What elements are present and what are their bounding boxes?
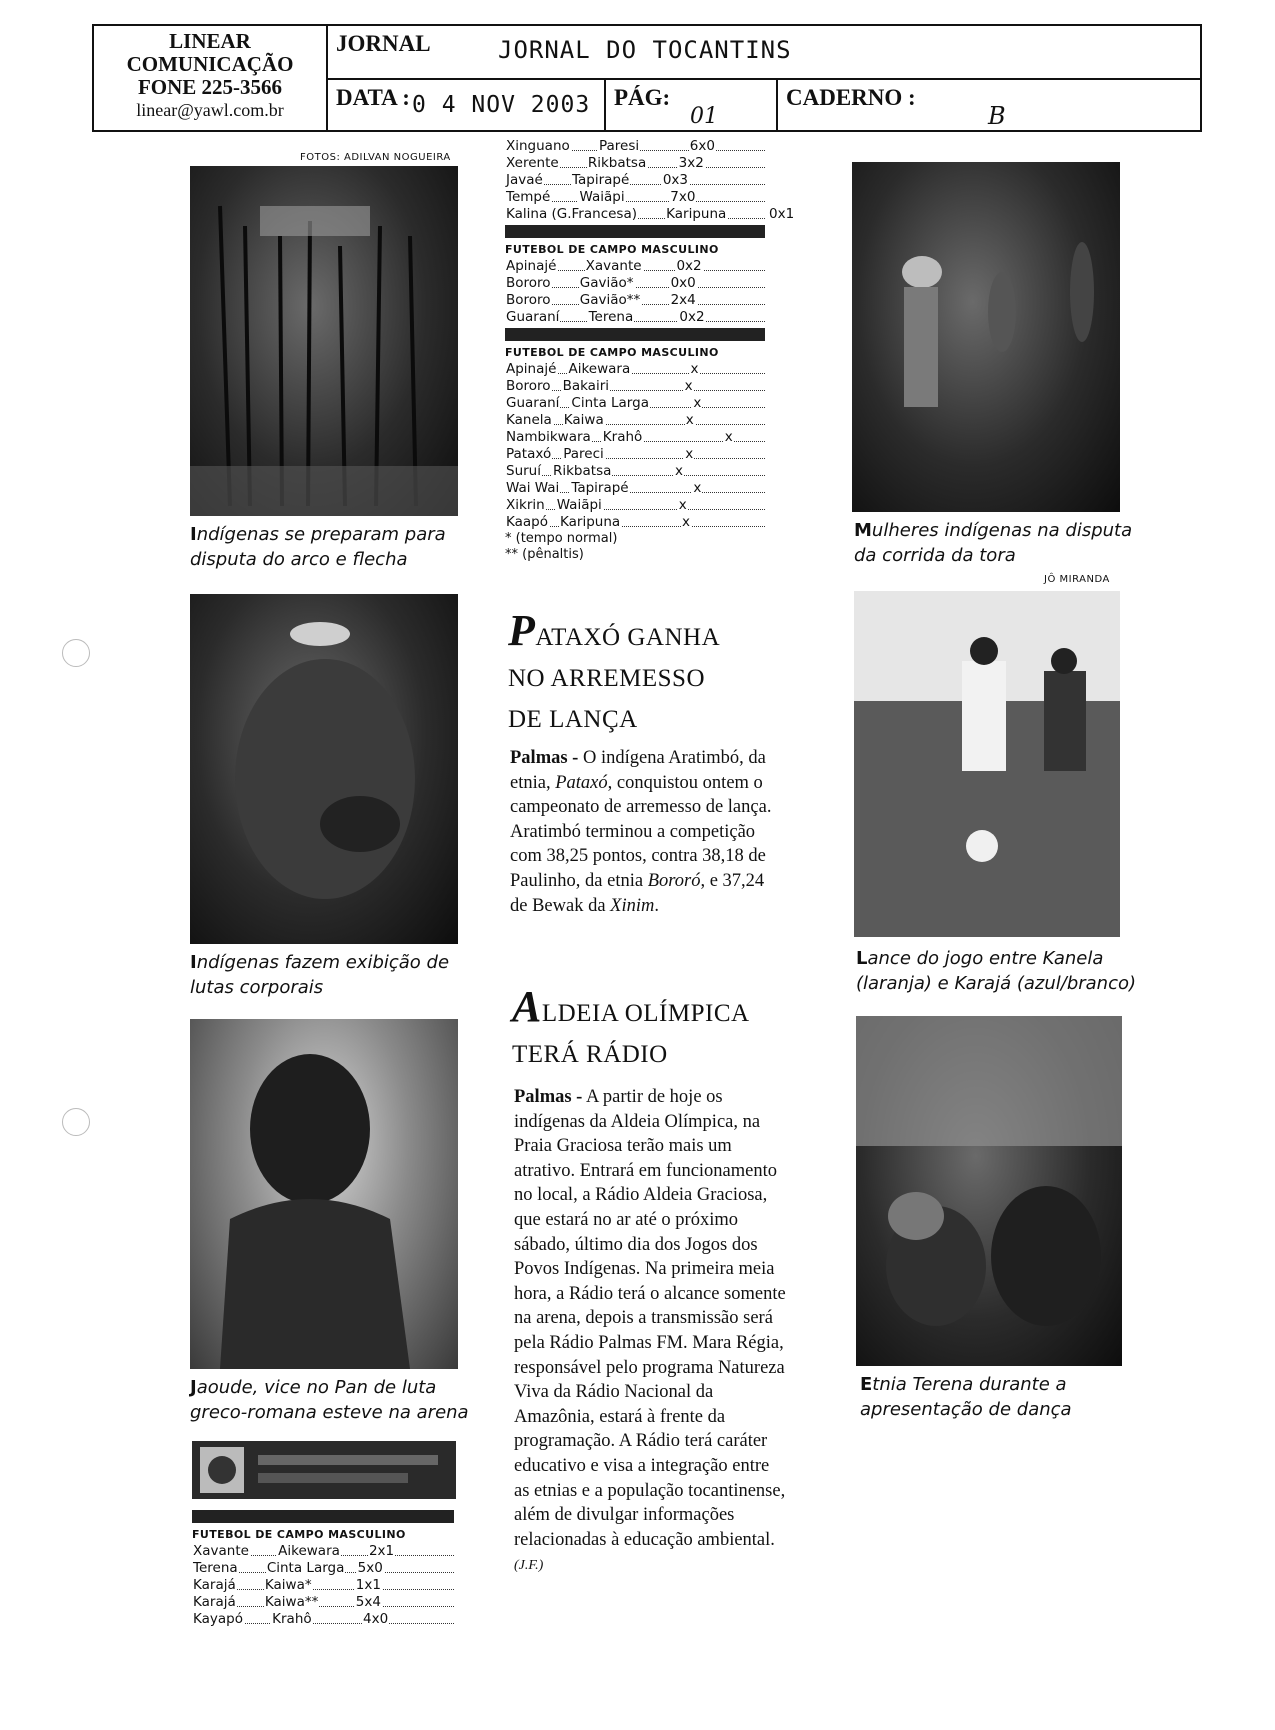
score: x <box>682 514 690 530</box>
games-logo-icon <box>192 1441 456 1499</box>
team-b: Cinta Larga <box>266 1560 345 1576</box>
agency-email: linear@yawl.com.br <box>136 100 284 120</box>
score: 0x0 <box>670 275 696 291</box>
team-b: Tapirapé <box>571 480 629 496</box>
score: 0x1 <box>769 206 795 222</box>
team-a: Bororo <box>506 292 551 308</box>
team-b: Gavião* <box>579 275 634 291</box>
section-bar <box>505 328 765 341</box>
score: 1x1 <box>355 1577 381 1593</box>
dateline: Palmas - <box>514 1087 583 1107</box>
caption-wrestling: Indígenas fazem exibição de lutas corporais <box>190 952 450 998</box>
team-b: Kaiwa** <box>264 1594 319 1610</box>
jornal-label: JORNAL <box>336 31 431 56</box>
headline-dropcap: A <box>512 982 542 1031</box>
table-row <box>505 258 765 275</box>
team-b: Aikewara <box>278 1543 340 1559</box>
article2-body <box>514 1085 786 1579</box>
caption-jaoude: Jaoude, vice no Pan de luta greco-romana esteve na arena <box>190 1377 469 1423</box>
team-a: Xavante <box>193 1543 249 1559</box>
dateline: Palmas - <box>510 748 579 768</box>
team-b: Paresi <box>598 138 640 154</box>
team-a: Pataxó <box>506 446 552 462</box>
photo-jaoude <box>190 1019 458 1369</box>
body-part: , e 37,24 de Bewak da <box>510 870 765 916</box>
data-value-stamp: 0 4 NOV 2003 <box>412 92 591 118</box>
caption-terena-dance: Etnia Terena durante a apresentação de dança <box>860 1374 1072 1420</box>
team-a: Apinajé <box>506 361 557 377</box>
team-b: Kaiwa <box>563 412 604 428</box>
games-logo-banner <box>192 1441 456 1499</box>
agency-name-line2: COMUNICAÇÃO <box>126 52 294 76</box>
photo-terena-dance <box>856 1016 1122 1366</box>
caderno-cell <box>778 80 1200 130</box>
team-a: Kaapó <box>506 514 548 530</box>
headline-line1: ATAXÓ GANHA <box>535 624 721 651</box>
photo-credit-left: FOTOS: ADILVAN NOGUEIRA <box>300 152 451 163</box>
photo-wrestling <box>190 594 458 944</box>
team-a: Karajá <box>193 1577 236 1593</box>
score: x <box>724 429 733 445</box>
table-row <box>505 309 765 326</box>
team-a: Suruí <box>506 463 541 479</box>
table-row <box>192 1611 454 1628</box>
team-a: Tempé <box>506 189 551 205</box>
score: 3x2 <box>678 155 704 171</box>
photo-log-race <box>852 162 1120 512</box>
score: 2x4 <box>670 292 696 308</box>
table-row <box>505 395 765 412</box>
team-a: Guaraní <box>506 395 560 411</box>
table-row <box>505 480 765 497</box>
table-row <box>192 1560 454 1577</box>
team-b: Karipuna <box>666 206 727 222</box>
team-a: Terena <box>193 1560 238 1576</box>
ethnia-name: Xinim <box>610 895 655 916</box>
punch-hole-bottom <box>62 1108 90 1136</box>
table-row <box>505 412 765 429</box>
photo-terena-dance-figures <box>856 1016 1122 1366</box>
caption-archery: Indígenas se preparam para disputa do arco e flecha <box>190 524 446 570</box>
team-a: Xinguano <box>506 138 570 154</box>
section-bar <box>192 1510 454 1523</box>
score: x <box>674 463 683 479</box>
article1-headline <box>508 606 778 740</box>
table-row <box>505 206 795 223</box>
results-table-top <box>505 138 795 563</box>
team-b: Tapirapé <box>572 172 630 188</box>
agency-block <box>94 26 328 130</box>
team-a: Javaé <box>506 172 543 188</box>
score: x <box>690 361 699 377</box>
score: x <box>685 412 694 428</box>
table-row <box>192 1577 454 1594</box>
table-row <box>505 292 765 309</box>
score: 0x2 <box>679 309 705 325</box>
ethnia-name: Pataxó <box>555 772 608 793</box>
team-a: Guaraní <box>506 309 560 325</box>
results-table-bottom <box>192 1508 454 1628</box>
results-mid-title: FUTEBOL DE CAMPO MASCULINO <box>505 243 719 256</box>
pag-cell <box>606 80 778 130</box>
data-cell <box>328 80 606 130</box>
table-row <box>505 275 765 292</box>
team-b: Aikewara <box>568 361 631 377</box>
team-b: Kaiwa* <box>264 1577 312 1593</box>
table-row <box>505 446 765 463</box>
team-b: Krahô <box>272 1611 312 1627</box>
jornal-name-stamp: JORNAL DO TOCANTINS <box>498 36 792 64</box>
author-signature: (J.F.) <box>514 1558 544 1574</box>
results-bottom-title: FUTEBOL DE CAMPO MASCULINO <box>192 1528 406 1541</box>
photo-wrestling-figure <box>190 594 458 944</box>
results-next-title: FUTEBOL DE CAMPO MASCULINO <box>505 346 719 359</box>
table-row <box>505 155 765 172</box>
table-row <box>505 172 765 189</box>
table-row <box>192 1594 454 1611</box>
agency-name-line1: LINEAR <box>169 29 251 53</box>
headline-line2: TERÁ RÁDIO <box>512 1041 668 1068</box>
table-row <box>505 463 765 480</box>
footnote-penalties: ** (pênaltis) <box>505 547 584 562</box>
article2-headline <box>512 982 792 1075</box>
pag-label: PÁG: <box>614 85 671 110</box>
team-a: Nambikwara <box>506 429 591 445</box>
table-row <box>505 189 765 206</box>
score: x <box>684 378 693 394</box>
score: x <box>685 446 694 462</box>
score: 0x3 <box>662 172 688 188</box>
headline-dropcap: P <box>508 606 536 655</box>
team-b: Bakairi <box>562 378 610 394</box>
team-a: Karajá <box>193 1594 236 1610</box>
punch-hole-top <box>62 639 90 667</box>
team-b: Krahô <box>602 429 643 445</box>
body-part: A partir de hoje os indígenas da Aldeia Olímpica, na Praia Graciosa terão mais um atrativo. Entrará em funcionamento no local, a Rádio Aldeia Graciosa, que estará no ar até o próximo sábado, último dia dos Jogos dos Povos Indígenas. Na primeira meia hora, a Rádio terá o alcance somente na arena, depois a transmissão será pela Rádio Palmas FM. Mara Régia, responsável pelo programa Natureza Viva da Rádio Nacional da Amazônia, estará à frente da programação. A Rádio terá caráter educativo e visa a integração entre as etnias e a população tocantinense, além de divulgar informações relacionadas à educação ambiental. <box>514 1087 786 1550</box>
score: x <box>678 497 687 513</box>
team-b: Rikbatsa <box>587 155 647 171</box>
ethnia-name: Bororó <box>647 870 701 891</box>
team-a: Bororo <box>506 275 551 291</box>
body-part: , conquistou ontem o campeonato de arremesso de lança. Aratimbó terminou a competição com 38,25 pontos, contra 38,18 de Paulinho, da etnia <box>510 772 772 891</box>
table-row <box>505 514 765 531</box>
team-a: Xikrin <box>506 497 545 513</box>
score: 4x0 <box>362 1611 389 1627</box>
body-part: . <box>654 895 659 916</box>
caderno-label: CADERNO : <box>786 85 916 110</box>
agency-phone: FONE 225-3566 <box>137 75 283 99</box>
score: x <box>693 395 702 411</box>
team-a: Bororo <box>506 378 551 394</box>
score: 0x2 <box>676 258 702 274</box>
score: x <box>693 480 702 496</box>
photo-football <box>854 591 1120 937</box>
photo-jaoude-figure <box>190 1019 458 1369</box>
score: 5x0 <box>357 1560 383 1576</box>
table-row <box>505 378 765 395</box>
team-b: Cinta Larga <box>571 395 649 411</box>
caption-football: Lance do jogo entre Kanela (laranja) e Karajá (azul/branco) <box>856 948 1137 994</box>
headline-line3: DE LANÇA <box>508 706 638 733</box>
team-a: Kalina (G.Francesa) <box>506 206 637 222</box>
team-a: Apinajé <box>506 258 557 274</box>
team-b: Xavante <box>585 258 642 274</box>
headline-line1: LDEIA OLÍMPICA <box>541 1000 750 1027</box>
score: 2x1 <box>368 1543 395 1559</box>
table-row <box>505 138 765 155</box>
photo-football-players <box>854 591 1120 937</box>
team-b: Rikbatsa <box>552 463 612 479</box>
caderno-value-handwritten: B <box>988 102 1006 130</box>
photo-archery <box>190 166 458 516</box>
photo-log-race-figures <box>852 162 1120 512</box>
clipping-header <box>92 24 1202 132</box>
table-row <box>505 497 765 514</box>
jornal-cell <box>328 26 1200 80</box>
team-b: Terena <box>588 309 634 325</box>
caption-log-race: Mulheres indígenas na disputa da corrida da tora <box>854 520 1133 566</box>
data-label: DATA : <box>336 85 410 110</box>
team-b: Waiãpi <box>579 189 625 205</box>
results-bottom-list <box>192 1543 454 1628</box>
score: 5x4 <box>355 1594 381 1610</box>
team-b: Gavião** <box>579 292 641 308</box>
team-b: Karipuna <box>560 514 621 530</box>
team-a: Wai Wai <box>506 480 560 496</box>
table-row <box>505 429 765 446</box>
team-a: Xerente <box>506 155 559 171</box>
table-row <box>505 361 765 378</box>
section-bar <box>505 225 765 238</box>
footnote-normal-time: * (tempo normal) <box>505 531 618 546</box>
table-row <box>192 1543 454 1560</box>
photo-archery-silhouettes <box>190 166 458 516</box>
photo-credit-right: JÔ MIRANDA <box>1044 574 1110 585</box>
score: 6x0 <box>689 138 715 154</box>
score: 7x0 <box>670 189 696 205</box>
team-b: Pareci <box>563 446 604 462</box>
team-a: Kayapó <box>193 1611 243 1627</box>
pag-value-handwritten: 01 <box>690 104 718 129</box>
article1-body <box>510 746 782 918</box>
headline-line2: NO ARREMESSO <box>508 665 706 692</box>
body-part: O indígena Aratimbó, da etnia, <box>510 748 766 793</box>
team-b: Waiãpi <box>556 497 602 513</box>
team-a: Kanela <box>506 412 552 428</box>
